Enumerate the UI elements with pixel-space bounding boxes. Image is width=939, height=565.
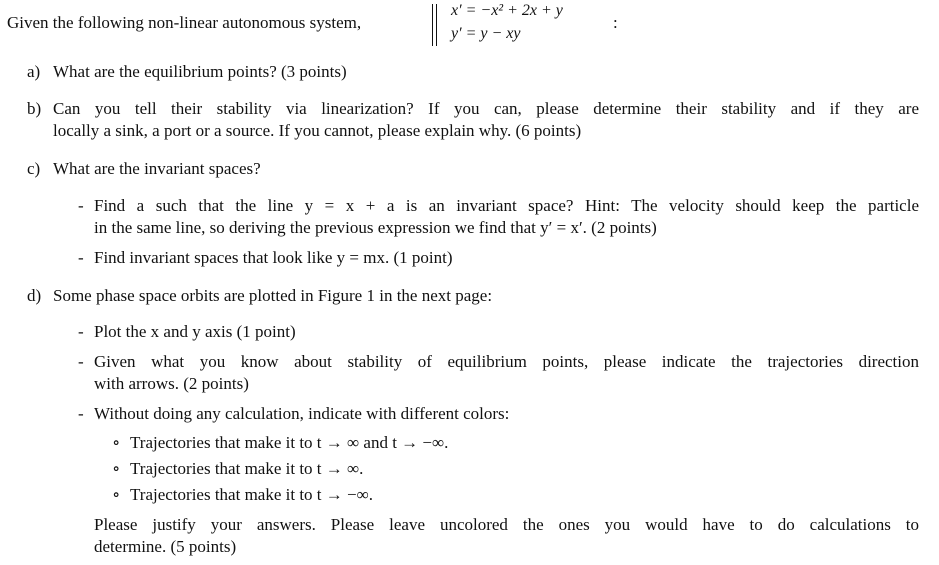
- question-c-item2: Find invariant spaces that look like y = mx. (1 point): [94, 248, 453, 267]
- question-d-sub1: Trajectories that make it to t → ∞ and t → −∞.: [130, 433, 449, 452]
- circle-bullet-1: ∘: [112, 433, 121, 452]
- question-d-item1: Plot the x and y axis (1 point): [94, 322, 296, 341]
- question-d-bullet-3: -: [78, 404, 84, 423]
- question-b-line2: locally a sink, a port or a source. If you cannot, please explain why. (6 points): [53, 121, 582, 140]
- question-d-item2-line2: with arrows. (2 points): [94, 374, 249, 393]
- question-a-label: a): [27, 62, 41, 81]
- question-c-item1-line2: in the same line, so deriving the previous expression we find that y′ = x′. (2 points): [94, 218, 657, 237]
- question-d-bullet-2: -: [78, 352, 84, 371]
- equation-y-prime: y′ = y − xy: [451, 25, 521, 42]
- question-d-closing-line2: determine. (5 points): [94, 537, 237, 556]
- question-b-line1: Can you tell their stability via linearization? If you can, please determine their stability and if they are: [53, 99, 919, 118]
- system-bar-left: [432, 4, 433, 46]
- question-c-bullet-2: -: [78, 248, 84, 267]
- question-d-sub3: Trajectories that make it to t → −∞.: [130, 485, 373, 504]
- question-b-label: b): [27, 99, 42, 118]
- question-d-closing-line1: Please justify your answers. Please leave uncolored the ones you would have to do calculations to: [94, 515, 919, 534]
- question-d-bullet-1: -: [78, 322, 84, 341]
- question-d-item2-line1: Given what you know about stability of equilibrium points, please indicate the trajectories direction: [94, 352, 919, 371]
- question-c-bullet-1: -: [78, 196, 84, 215]
- question-c-item1-line1: Find a such that the line y = x + a is an invariant space? Hint: The velocity should keep the particle: [94, 196, 919, 215]
- question-d-text: Some phase space orbits are plotted in Figure 1 in the next page:: [53, 286, 493, 305]
- question-d-sub2: Trajectories that make it to t → ∞.: [130, 459, 364, 478]
- question-c-label: c): [27, 159, 41, 178]
- equation-x-prime: x′ = −x² + 2x + y: [451, 2, 563, 19]
- system-bar-right: [436, 4, 437, 46]
- circle-bullet-2: ∘: [112, 459, 121, 478]
- question-a-text: What are the equilibrium points? (3 points): [53, 62, 347, 81]
- question-d-label: d): [27, 286, 42, 305]
- intro-text: Given the following non-linear autonomous system,: [7, 13, 362, 32]
- intro-colon: :: [613, 13, 618, 32]
- question-d-item3: Without doing any calculation, indicate with different colors:: [94, 404, 510, 423]
- circle-bullet-3: ∘: [112, 485, 121, 504]
- question-c-text: What are the invariant spaces?: [53, 159, 261, 178]
